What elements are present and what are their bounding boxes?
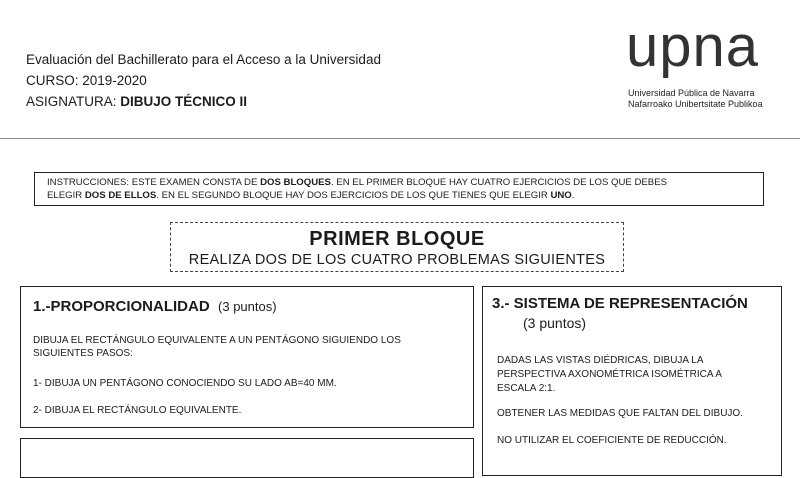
problem-1-line: SIGUIENTES PASOS: (33, 348, 133, 359)
problem-1-points: (3 puntos) (218, 299, 277, 314)
problem-2-box (20, 438, 474, 478)
header-line-title: Evaluación del Bachillerato para el Acceso a la Universidad (26, 52, 381, 67)
problem-3-line: NO UTILIZAR EL COEFICIENTE DE REDUCCIÓN. (497, 435, 727, 446)
problem-1-line: 2- DIBUJA EL RECTÁNGULO EQUIVALENTE. (33, 405, 242, 416)
problem-3-line: ESCALA 2:1. (497, 383, 556, 394)
block-title: PRIMER BLOQUE (309, 228, 485, 250)
instructions-box (34, 172, 764, 206)
logo-subtitle-eu: Nafarroako Unibertsitate Publikoa (628, 99, 763, 109)
subject-label: ASIGNATURA: (26, 94, 121, 109)
upna-logo: upna (626, 14, 760, 79)
block-subtitle: REALIZA DOS DE LOS CUATRO PROBLEMAS SIGUIENTES (188, 252, 606, 268)
problem-3-title: 3.- SISTEMA DE REPRESENTACIÓN (492, 295, 748, 312)
instructions-line-2: ELEGIR DOS DE ELLOS. EN EL SEGUNDO BLOQUE HAY DOS EJERCICIOS DE LOS QUE TIENES QUE ELEGIR UNO. (47, 190, 575, 201)
problem-1-line: 1- DIBUJA UN PENTÁGONO CONOCIENDO SU LADO AB=40 MM. (33, 378, 337, 389)
problem-3-line: PERSPECTIVA AXONOMÉTRICA ISOMÉTRICA A (497, 369, 722, 380)
header-line-subject (26, 94, 247, 109)
instructions-line-1: INSTRUCCIONES: ESTE EXAMEN CONSTA DE DOS BLOQUES. EN EL PRIMER BLOQUE HAY CUATRO EJERCICIOS DE LOS QUE DEBES (47, 177, 668, 188)
block-heading-frame (170, 222, 624, 272)
header-divider (0, 138, 800, 139)
problem-1-title: 1.-PROPORCIONALIDAD (3 puntos) (33, 298, 277, 315)
problem-3-points: (3 puntos) (523, 315, 587, 331)
problem-3-line: DADAS LAS VISTAS DIÉDRICAS, DIBUJA LA (497, 355, 704, 366)
problem-3-line: OBTENER LAS MEDIDAS QUE FALTAN DEL DIBUJO. (497, 408, 743, 419)
problem-1-line: DIBUJA EL RECTÁNGULO EQUIVALENTE A UN PENTÁGONO SIGUIENDO LOS (33, 335, 401, 346)
header-line-course: CURSO: 2019-2020 (26, 73, 147, 88)
logo-subtitle-es: Universidad Pública de Navarra (628, 88, 755, 98)
subject-value: DIBUJO TÉCNICO II (120, 94, 248, 109)
